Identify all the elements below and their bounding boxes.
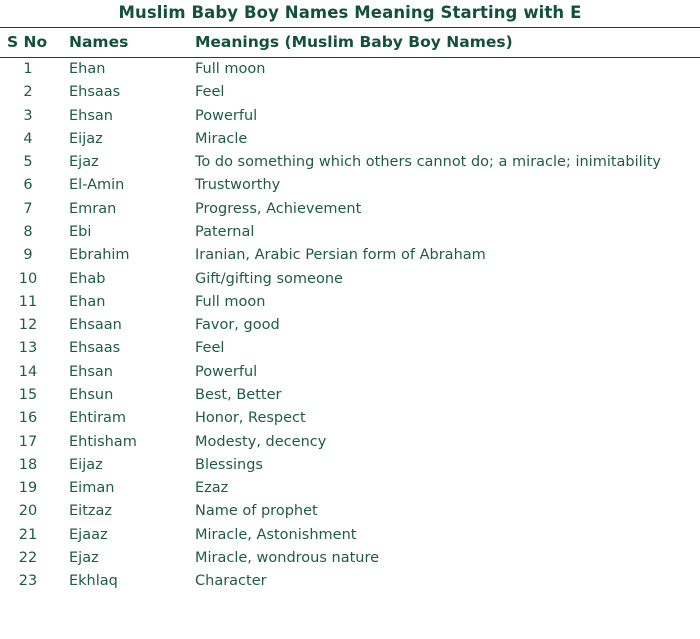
- table-row: [0, 291, 700, 314]
- cell-name: Eijaz: [69, 130, 103, 147]
- cell-meaning: Progress, Achievement: [195, 200, 362, 217]
- table-scroll-area: [0, 28, 700, 639]
- cell-name: Ehab: [69, 270, 106, 287]
- cell-name: Ehsan: [69, 107, 113, 124]
- cell-meaning: Iranian, Arabic Persian form of Abraham: [195, 247, 486, 264]
- table-row: [0, 221, 700, 244]
- cell-sno: 22: [18, 549, 38, 566]
- column-header-meanings: Meanings (Muslim Baby Boy Names): [188, 28, 700, 58]
- cell-sno: 11: [18, 293, 38, 310]
- cell-meaning: Best, Better: [195, 386, 282, 403]
- cell-name: Eijaz: [69, 456, 103, 473]
- cell-name: Ehsan: [69, 363, 113, 380]
- cell-sno: 19: [18, 480, 38, 497]
- table-row: [0, 128, 700, 151]
- cell-meaning: Favor, good: [195, 317, 280, 334]
- table-row: [0, 547, 700, 570]
- cell-name: Ejaz: [69, 549, 99, 566]
- cell-sno: 10: [18, 270, 38, 287]
- cell-name: Eiman: [69, 480, 115, 497]
- cell-name: Ehsaan: [69, 317, 122, 334]
- cell-name: Ehtisham: [69, 433, 137, 450]
- cell-name: Ejaz: [69, 154, 99, 171]
- cell-sno: 20: [18, 503, 38, 520]
- table-row: [0, 500, 700, 523]
- cell-sno: 6: [23, 177, 33, 194]
- table-row: [0, 81, 700, 104]
- table-row: [0, 268, 700, 291]
- cell-sno: 14: [18, 363, 38, 380]
- cell-name: Ehan: [69, 293, 106, 310]
- cell-meaning: Powerful: [195, 107, 258, 124]
- cell-sno: 3: [23, 107, 33, 124]
- page-title: Muslim Baby Boy Names Meaning Starting with E: [118, 3, 582, 22]
- cell-name: Ekhlaq: [69, 573, 118, 590]
- cell-sno: 5: [23, 154, 33, 171]
- table-row: [0, 524, 700, 547]
- cell-name: El-Amin: [69, 177, 125, 194]
- cell-name: Ehtiram: [69, 410, 127, 427]
- cell-name: Ejaaz: [69, 526, 108, 543]
- cell-name: Eitzaz: [69, 503, 112, 520]
- cell-meaning: Honor, Respect: [195, 410, 306, 427]
- table-body: [0, 58, 700, 594]
- cell-sno: 12: [18, 317, 38, 334]
- table-row: [0, 384, 700, 407]
- cell-sno: 18: [18, 456, 38, 473]
- cell-sno: 21: [18, 526, 38, 543]
- table-row: [0, 407, 700, 430]
- cell-meaning: Full moon: [195, 61, 266, 77]
- cell-name: Ehsun: [69, 386, 114, 403]
- table-header-row: [0, 28, 700, 58]
- cell-name: Ehan: [69, 61, 106, 77]
- table-row: [0, 151, 700, 174]
- cell-name: Emran: [69, 200, 117, 217]
- cell-meaning: Feel: [195, 340, 225, 357]
- table-header: [0, 28, 700, 58]
- cell-meaning: Ezaz: [195, 480, 229, 497]
- cell-name: Ebrahim: [69, 247, 130, 264]
- column-header-names: Names: [62, 28, 188, 58]
- cell-meaning: Blessings: [195, 456, 263, 473]
- cell-meaning: Miracle, Astonishment: [195, 526, 357, 543]
- cell-meaning: Name of prophet: [195, 503, 318, 520]
- table-row: [0, 477, 700, 500]
- table-row: [0, 314, 700, 337]
- cell-meaning: Character: [195, 573, 267, 590]
- cell-sno: 13: [18, 340, 38, 357]
- cell-sno: 17: [18, 433, 38, 450]
- cell-sno: 7: [23, 200, 33, 217]
- cell-meaning: Powerful: [195, 363, 258, 380]
- cell-meaning: Miracle, wondrous nature: [195, 549, 380, 566]
- cell-name: Ehsaas: [69, 340, 121, 357]
- cell-meaning: Trustworthy: [195, 177, 281, 194]
- table-row: [0, 454, 700, 477]
- table-row: [0, 58, 700, 82]
- table-row: [0, 198, 700, 221]
- cell-meaning: Feel: [195, 84, 225, 101]
- cell-sno: 4: [23, 130, 33, 147]
- cell-meaning: Modesty, decency: [195, 433, 327, 450]
- cell-meaning: Gift/gifting someone: [195, 270, 343, 287]
- cell-sno: 23: [18, 573, 38, 590]
- cell-name: Ebi: [69, 223, 92, 240]
- table-row: [0, 570, 700, 593]
- cell-sno: 8: [23, 223, 33, 240]
- cell-meaning: Miracle: [195, 130, 248, 147]
- cell-meaning: Paternal: [195, 223, 255, 240]
- cell-sno: 1: [23, 61, 33, 77]
- table-row: [0, 105, 700, 128]
- cell-name: Ehsaas: [69, 84, 121, 101]
- table-row: [0, 431, 700, 454]
- table-row: [0, 174, 700, 197]
- table-row: [0, 244, 700, 267]
- table-row: [0, 337, 700, 360]
- cell-meaning: Full moon: [195, 293, 266, 310]
- column-header-sno: S No: [0, 28, 62, 58]
- cell-sno: 9: [23, 247, 33, 264]
- names-table: [0, 28, 700, 593]
- cell-meaning: To do something which others cannot do; a miracle; inimitability: [195, 154, 661, 171]
- cell-sno: 15: [18, 386, 38, 403]
- table-row: [0, 361, 700, 384]
- cell-sno: 2: [23, 84, 33, 101]
- cell-sno: 16: [18, 410, 38, 427]
